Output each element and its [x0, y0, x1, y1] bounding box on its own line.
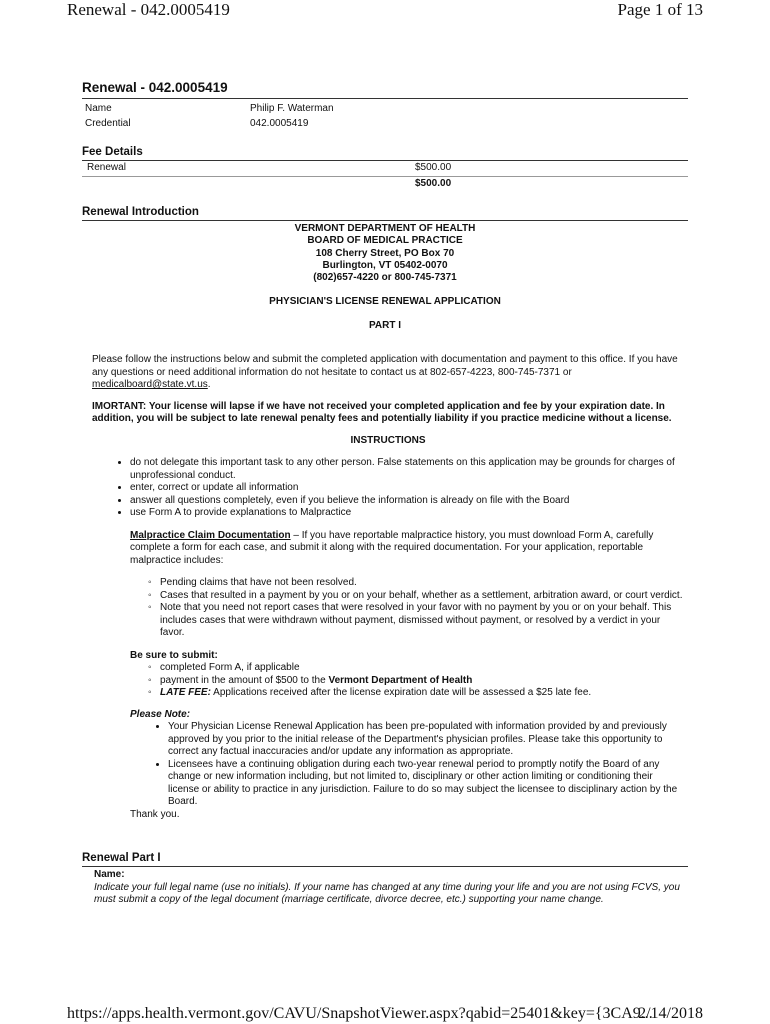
intro-paragraph: Please follow the instructions below and submit the completed application with documentation and payment to this office. If you have any questions or need additional information do not hesitate to contact us at 802-657-4223, 800-745-7371 or medicalboard@state.vt.us.: [92, 354, 678, 391]
info-label: Credential: [85, 118, 131, 130]
page-title: Renewal - 042.0005419: [82, 80, 688, 99]
fee-row: [82, 161, 688, 177]
renewal-introduction-heading: Renewal Introduction: [82, 205, 688, 221]
name-instructions: Indicate your full legal name (use no initials). If your name has changed at any time during your life and you are not using FCVS, you must submit a copy of the legal document (marriage certificate, divorce decree, etc.) supporting your name change.: [94, 881, 680, 906]
list-item: • do not delegate this important task to any other person. False statements on this application may be grounds for charges of unprofessional conduct.: [130, 457, 684, 482]
important-notice: IMORTANT: Your license will lapse if we have not received your completed application and fee by your expiration date. In addition, you will be subject to late renewal penalty fees and potentially liability if you practice medicine without a license.: [92, 400, 672, 425]
address-block: [82, 223, 688, 284]
list-item: ◦ Cases that resulted in a payment by you or on your behalf, whether as a settlement, arbitration award, or court verdict.: [160, 590, 684, 603]
header-title: Renewal - 042.0005419: [67, 0, 230, 19]
list-item: • enter, correct or update all information: [130, 482, 684, 495]
footer-date: 2/14/2018: [638, 1005, 703, 1022]
list-item: ◦ Pending claims that have not been resolved.: [160, 577, 684, 590]
fee-label: Renewal: [87, 162, 126, 174]
document-body: [82, 80, 688, 907]
info-row-credential: [82, 117, 688, 132]
name-label: Name:: [94, 869, 125, 881]
intro-body: [82, 354, 688, 821]
info-label: Name: [85, 103, 112, 115]
list-item: • answer all questions completely, even if you believe the information is already on file with the Board: [130, 495, 684, 508]
address-line: BOARD OF MEDICAL PRACTICE: [307, 235, 463, 247]
note-heading: Please Note:: [130, 708, 191, 720]
list-item: ◦ LATE FEE: Applications received after the license expiration date will be assessed a $25 late fee.: [160, 687, 684, 700]
fee-total: $500.00: [415, 178, 452, 190]
address-line: 108 Cherry Street, PO Box 70: [315, 247, 455, 259]
info-value: Philip F. Waterman: [250, 103, 334, 115]
list-item: • use Form A to provide explanations to Malpractice: [130, 507, 684, 520]
footer-url: https://apps.health.vermont.gov/CAVU/SnapshotViewer.aspx?qabid=25401&key={3CA9...: [67, 1005, 653, 1022]
instructions-heading: INSTRUCTIONS: [350, 434, 426, 446]
info-value: 042.0005419: [250, 118, 309, 130]
list-item: ◦ payment in the amount of $500 to the Vermont Department of Health: [160, 675, 684, 688]
application-title: PHYSICIAN'S LICENSE RENEWAL APPLICATION: [269, 296, 501, 308]
part-label: PART I: [368, 319, 402, 331]
malpractice-paragraph: Malpractice Claim Documentation – If you have reportable malpractice history, you must download Form A, carefully complete a form for each case, and submit it along with the required documentation. For your application, reportable malpractice includes:: [130, 529, 654, 566]
notes-list: [92, 721, 684, 809]
thank-you: Thank you.: [130, 808, 180, 820]
list-item: • Licensees have a continuing obligation during each two-year renewal period to promptly notify the Board of any change or new information including, but not limited to, disciplinary or other action limiting or conditioning their license or ability to practice in any jurisdiction. Failure to do so may subject the licensee to disciplinary action by the Board.: [168, 759, 684, 809]
instructions-list: [92, 457, 684, 520]
malpractice-list: [92, 577, 684, 640]
email-link[interactable]: medicalboard@state.vt.us: [92, 379, 208, 391]
submit-list: [92, 662, 684, 700]
fee-total-row: [82, 177, 688, 192]
info-row-name: [82, 102, 688, 117]
address-line: VERMONT DEPARTMENT OF HEALTH: [294, 223, 476, 234]
address-line: (802)657-4220 or 800-745-7371: [313, 272, 457, 284]
fee-details-heading: Fee Details: [82, 145, 688, 161]
renewal-part-i-heading: Renewal Part I: [82, 851, 688, 867]
address-line: Burlington, VT 05402-0070: [322, 259, 448, 271]
name-section: [82, 869, 688, 907]
malpractice-heading: Malpractice Claim Documentation: [130, 529, 291, 541]
page-number: Page 1 of 13: [617, 0, 703, 19]
list-item: ◦ completed Form A, if applicable: [160, 662, 684, 675]
fee-amount: $500.00: [415, 162, 452, 174]
submit-heading: Be sure to submit:: [130, 649, 218, 661]
list-item: • Your Physician License Renewal Application has been pre-populated with information provided by and previously approved by you prior to the initial release of the Department's physician profiles. Please take this opportunity to correct any factual inaccuracies and/or update any information as appropriate.: [168, 721, 684, 759]
print-header: [0, 0, 770, 22]
list-item: ◦ Note that you need not report cases that were resolved in your favor with no payment by you or on your behalf. This includes cases that were withdrawn without payment, dismissed without payment, or resolved by a verdict in your favor.: [160, 602, 684, 640]
